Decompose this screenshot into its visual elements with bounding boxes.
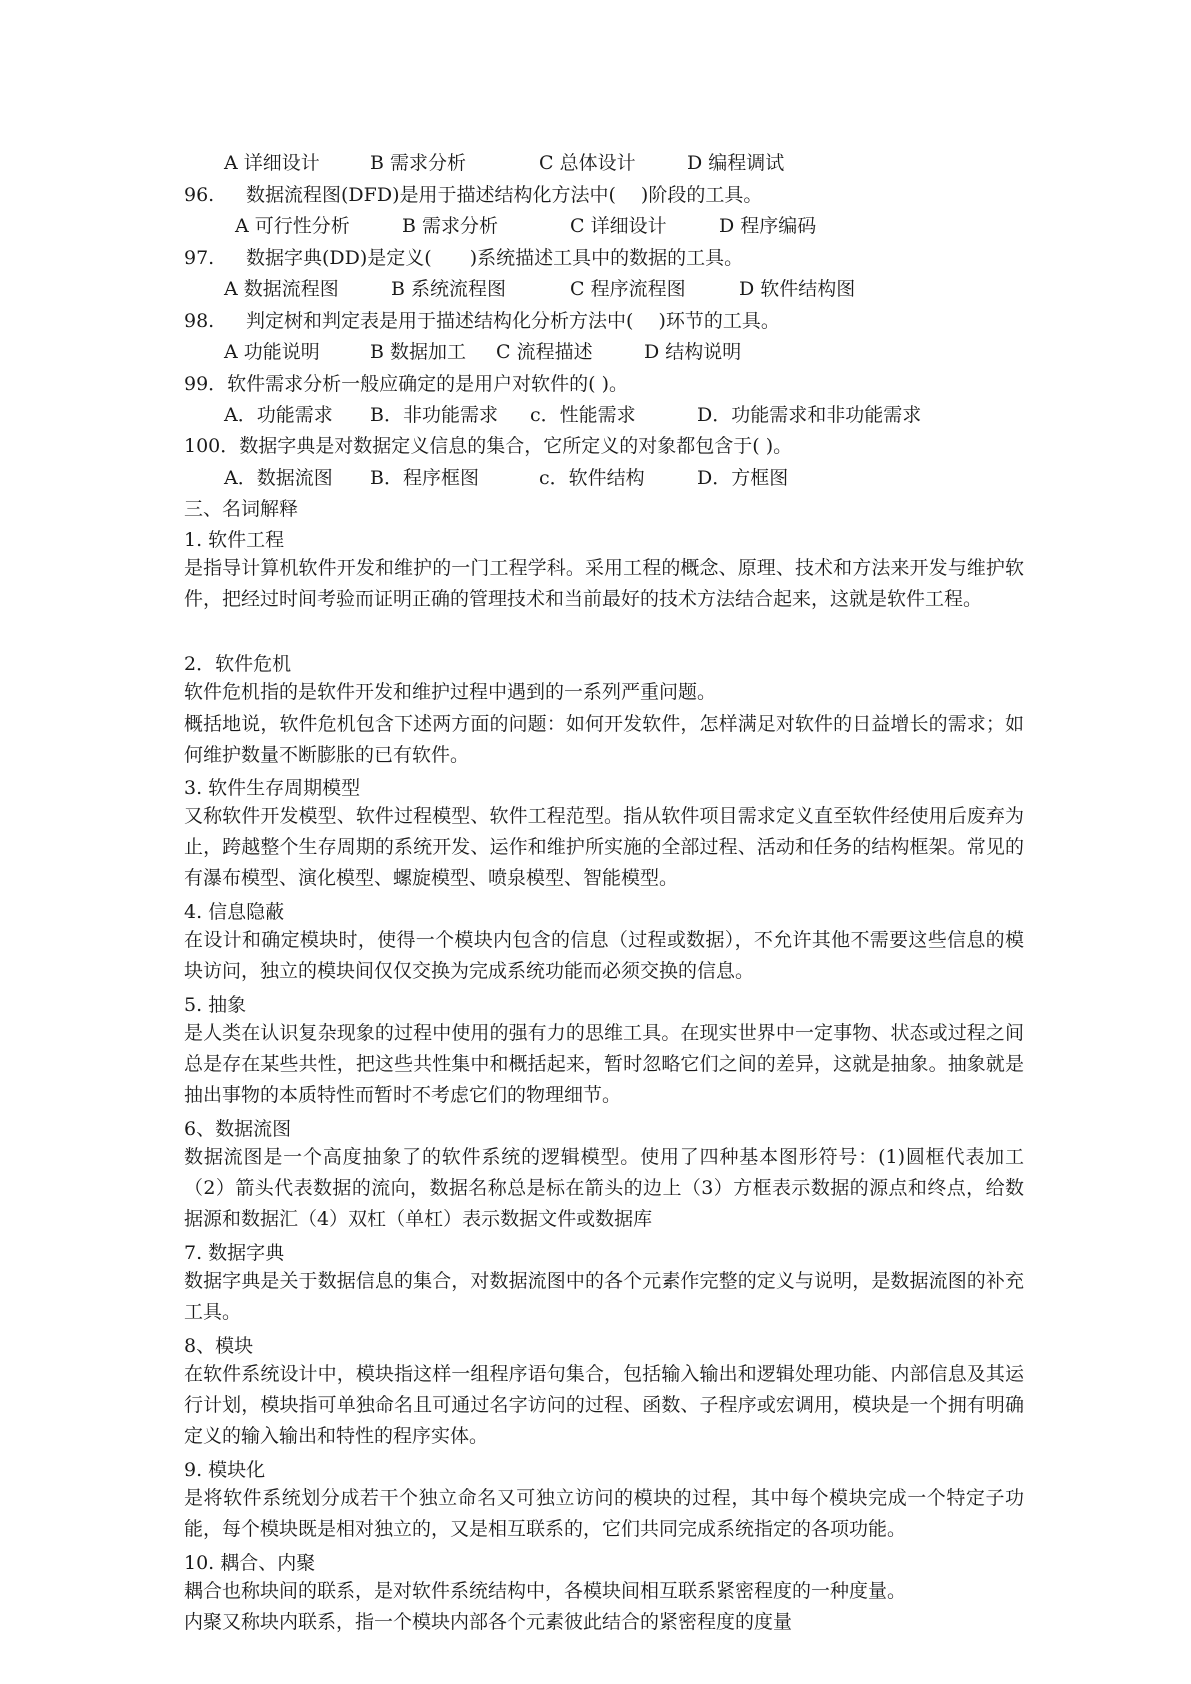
option-b: B 需求分析 — [370, 152, 467, 174]
option-a: A 详细设计 — [224, 152, 320, 174]
term-heading: 5. 抽象 — [184, 994, 247, 1016]
term-definition: 数据流图是一个高度抽象了的软件系统的逻辑模型。使用了四种基本图形符号：(1)圆框代表加工（2）箭头代表数据的流向，数据名称总是标在箭头的边上（3）方框表示数据的源点和终点，给数据源和数据汇（4）双杠（单杠）表示数据文件或数据库 — [184, 1146, 1024, 1230]
term-heading: 9. 模块化 — [184, 1459, 266, 1481]
option-a: A．数据流图 — [224, 467, 333, 489]
term-heading: 4. 信息隐蔽 — [184, 901, 285, 923]
term-heading: 8、模块 — [184, 1335, 254, 1357]
term-heading: 2．软件危机 — [184, 653, 292, 675]
option-a: A 可行性分析 — [235, 215, 350, 237]
term-heading: 6、数据流图 — [184, 1118, 292, 1140]
option-d: D．方框图 — [697, 467, 789, 489]
option-c: c．软件结构 — [539, 467, 645, 489]
option-d: D 软件结构图 — [739, 278, 856, 300]
option-d: D 程序编码 — [719, 215, 817, 237]
term-heading: 1. 软件工程 — [184, 529, 285, 551]
option-c: C 程序流程图 — [570, 278, 686, 300]
option-d: D 编程调试 — [687, 152, 785, 174]
option-d: D．功能需求和非功能需求 — [697, 404, 922, 426]
option-b: B．非功能需求 — [370, 404, 498, 426]
term-definition: 是将软件系统划分成若干个独立命名又可独立访问的模块的过程，其中每个模块完成一个特定子功能，每个模块既是相对独立的，又是相互联系的，它们共同完成系统指定的各项功能。 — [184, 1487, 1024, 1540]
term-definition: 是指导计算机软件开发和维护的一门工程学科。采用工程的概念、原理、技术和方法来开发与维护软件，把经过时间考验而证明正确的管理技术和当前最好的技术方法结合起来，这就是软件工程。 — [184, 557, 1024, 610]
question-text: 100．数据字典是对数据定义信息的集合，它所定义的对象都包含于( )。 — [184, 435, 793, 457]
term-definition: 软件危机指的是软件开发和维护过程中遇到的一系列严重问题。 — [184, 681, 717, 703]
term-heading: 3. 软件生存周期模型 — [184, 777, 361, 799]
option-c: C 详细设计 — [570, 215, 667, 237]
option-a: A．功能需求 — [224, 404, 333, 426]
term-definition: 数据字典是关于数据信息的集合，对数据流图中的各个元素作完整的定义与说明，是数据流图的补充工具。 — [184, 1270, 1024, 1323]
term-definition: 在软件系统设计中，模块指这样一组程序语句集合，包括输入输出和逻辑处理功能、内部信息及其运行计划，模块指可单独命名且可通过名字访问的过程、函数、子程序或宏调用，模块是一个拥有明确定义的输入输出和特性的程序实体。 — [184, 1363, 1024, 1447]
option-a: A 数据流程图 — [224, 278, 339, 300]
term-definition: 内聚又称块内联系，指一个模块内部各个元素彼此结合的紧密程度的度量 — [184, 1611, 793, 1633]
question-number: 98. — [184, 310, 215, 332]
question-text: 99．软件需求分析一般应确定的是用户对软件的( )。 — [184, 373, 629, 395]
question-number: 96. — [184, 184, 215, 206]
question-number: 97. — [184, 247, 215, 269]
term-definition: 在设计和确定模块时，使得一个模块内包含的信息（过程或数据），不允许其他不需要这些信息的模块访问，独立的模块间仅仅交换为完成系统功能而必须交换的信息。 — [184, 929, 1024, 982]
option-b: B 需求分析 — [402, 215, 499, 237]
question-text: 数据字典(DD)是定义( )系统描述工具中的数据的工具。 — [246, 247, 744, 269]
question-text: 数据流程图(DFD)是用于描述结构化方法中( )阶段的工具。 — [246, 184, 763, 206]
option-a: A 功能说明 — [224, 341, 320, 363]
term-definition: 概括地说，软件危机包含下述两方面的问题：如何开发软件，怎样满足对软件的日益增长的需求；如何维护数量不断膨胀的已有软件。 — [184, 713, 1024, 766]
option-b: B．程序框图 — [370, 467, 479, 489]
term-definition: 是人类在认识复杂现象的过程中使用的强有力的思维工具。在现实世界中一定事物、状态或过程之间总是存在某些共性，把这些共性集中和概括起来，暂时忽略它们之间的差异，这就是抽象。抽象就是抽出事物的本质特性而暂时不考虑它们的物理细节。 — [184, 1022, 1024, 1106]
option-d: D 结构说明 — [644, 341, 742, 363]
term-heading: 10. 耦合、内聚 — [184, 1552, 316, 1574]
term-heading: 7. 数据字典 — [184, 1242, 285, 1264]
option-c: c．性能需求 — [530, 404, 636, 426]
option-c: C 流程描述 — [496, 341, 593, 363]
section-title: 三、名词解释 — [184, 498, 299, 520]
term-definition: 又称软件开发模型、软件过程模型、软件工程范型。指从软件项目需求定义直至软件经使用后废弃为止，跨越整个生存周期的系统开发、运作和维护所实施的全部过程、活动和任务的结构框架。常见的有瀑布模型、演化模型、螺旋模型、喷泉模型、智能模型。 — [184, 805, 1024, 889]
option-c: C 总体设计 — [539, 152, 636, 174]
term-definition: 耦合也称块间的联系，是对软件系统结构中，各模块间相互联系紧密程度的一种度量。 — [184, 1580, 907, 1602]
option-b: B 数据加工 — [370, 341, 467, 363]
question-text: 判定树和判定表是用于描述结构化分析方法中( )环节的工具。 — [246, 310, 780, 332]
option-b: B 系统流程图 — [391, 278, 507, 300]
